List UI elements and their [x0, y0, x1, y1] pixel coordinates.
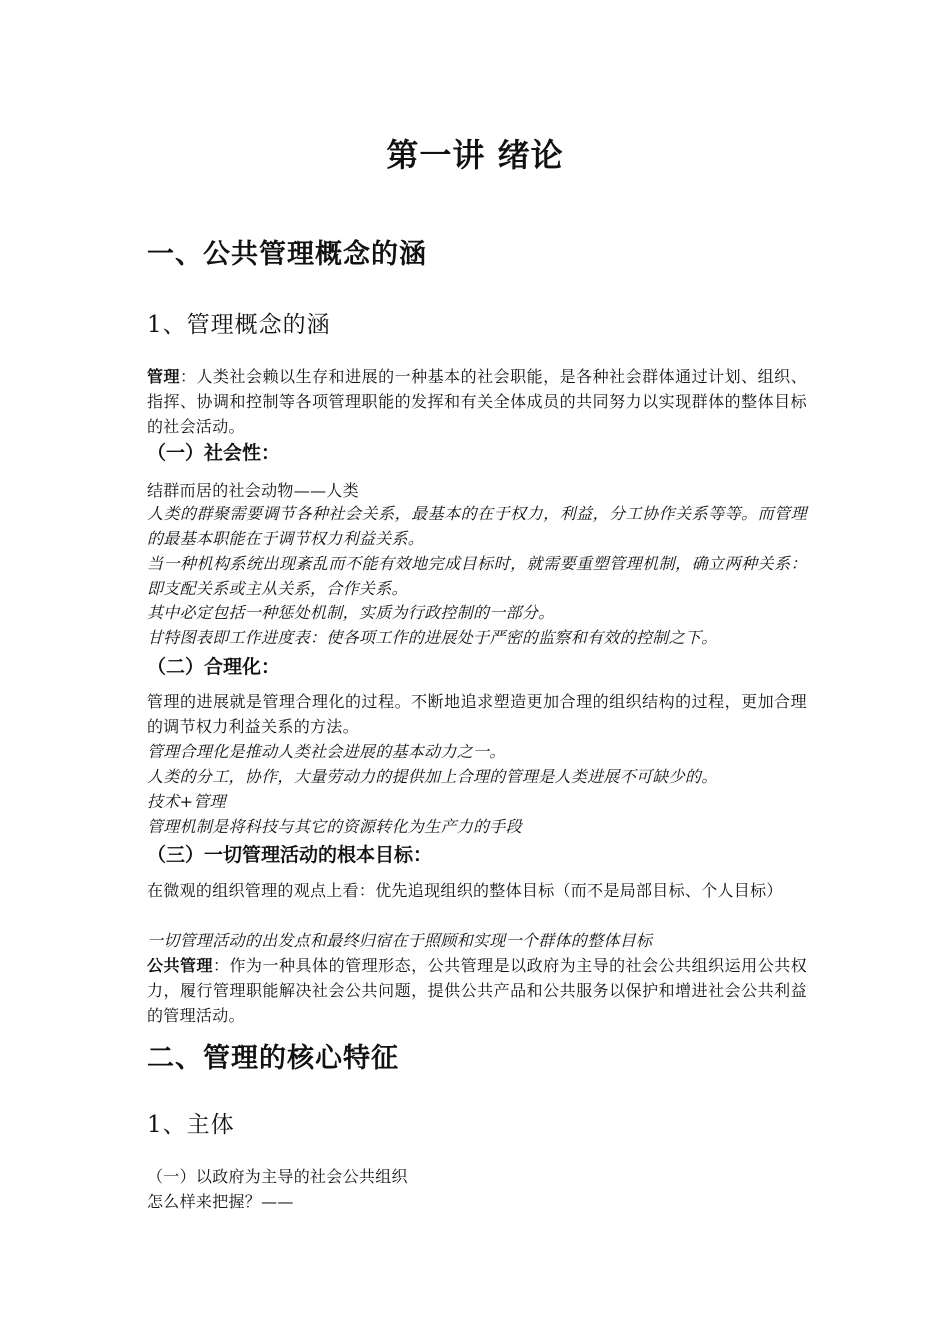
- rational-line-2: 管理合理化是推动人类社会进展的基本动力之一。: [147, 742, 506, 761]
- social-line-4: 其中必定包括一种惩处机制，实质为行政控制的一部分。: [147, 603, 555, 622]
- subject-line-1: （一）以政府为主导的社会公共组织: [147, 1167, 408, 1186]
- part-heading-goal: （三）一切管理活动的根本目标：: [147, 844, 433, 866]
- goal-line-2: 一切管理活动的出发点和最终归宿在于照顾和实现一个群体的整体目标: [147, 931, 653, 950]
- section-heading-1: 一、公共管理概念的涵: [147, 239, 427, 270]
- part-heading-rational: （二）合理化：: [147, 656, 281, 678]
- part-heading-social: （一）社会性：: [147, 442, 281, 464]
- definition-term: 管理: [147, 367, 181, 386]
- rational-line-4: 技术+管理: [147, 792, 226, 811]
- rational-line-1: 管理的进展就是管理合理化的过程。不断地追求塑造更加合理的组织结构的过程，更加合理的调节权力利益关系的方法。: [147, 692, 807, 736]
- social-line-2: 人类的群聚需要调节各种社会关系，最基本的在于权力，利益，分工协作关系等等。而管理的最基本职能在于调节权力利益关系。: [147, 504, 807, 548]
- social-line-3: 当一种机构系统出现紊乱而不能有效地完成目标时，就需要重塑管理机制，确立两种关系：即支配关系或主从关系，合作关系。: [147, 554, 807, 598]
- social-line-5: 甘特图表即工作进度表：使各项工作的进展处于严密的监察和有效的控制之下。: [147, 628, 718, 647]
- rational-line-5: 管理机制是将科技与其它的资源转化为生产力的手段: [147, 817, 522, 836]
- goal-line-1: 在微观的组织管理的观点上看：优先追现组织的整体目标（而不是局部目标、个人目标）: [147, 881, 783, 900]
- public-definition-term: 公共管理: [147, 956, 214, 975]
- subsection-heading-1-1: 1、管理概念的涵: [147, 312, 331, 338]
- section-heading-2: 二、管理的核心特征: [147, 1043, 399, 1074]
- page-title: 第一讲 绪论: [386, 136, 564, 174]
- social-line-1: 结群而居的社会动物——人类: [147, 481, 359, 500]
- subject-line-2: 怎么样来把握？——: [147, 1192, 294, 1211]
- public-management-definition: [147, 953, 807, 1028]
- rational-line-3: 人类的分工，协作，大量劳动力的提供加上合理的管理是人类进展不可缺少的。: [147, 767, 718, 786]
- subsection-heading-2-1: 1、主体: [147, 1112, 235, 1138]
- definition-text: ：人类社会赖以生存和进展的一种基本的社会职能，是各种社会群体通过计划、组织、指挥、协调和控制等各项管理职能的发挥和有关全体成员的共同努力以实现群体的整体目标的社会活动。: [147, 367, 807, 436]
- public-definition-text: ：作为一种具体的管理形态，公共管理是以政府为主导的社会公共组织运用公共权力，履行管理职能解决社会公共问题，提供公共产品和公共服务以保护和增进社会公共利益的管理活动。: [147, 956, 807, 1025]
- management-definition: [147, 364, 807, 439]
